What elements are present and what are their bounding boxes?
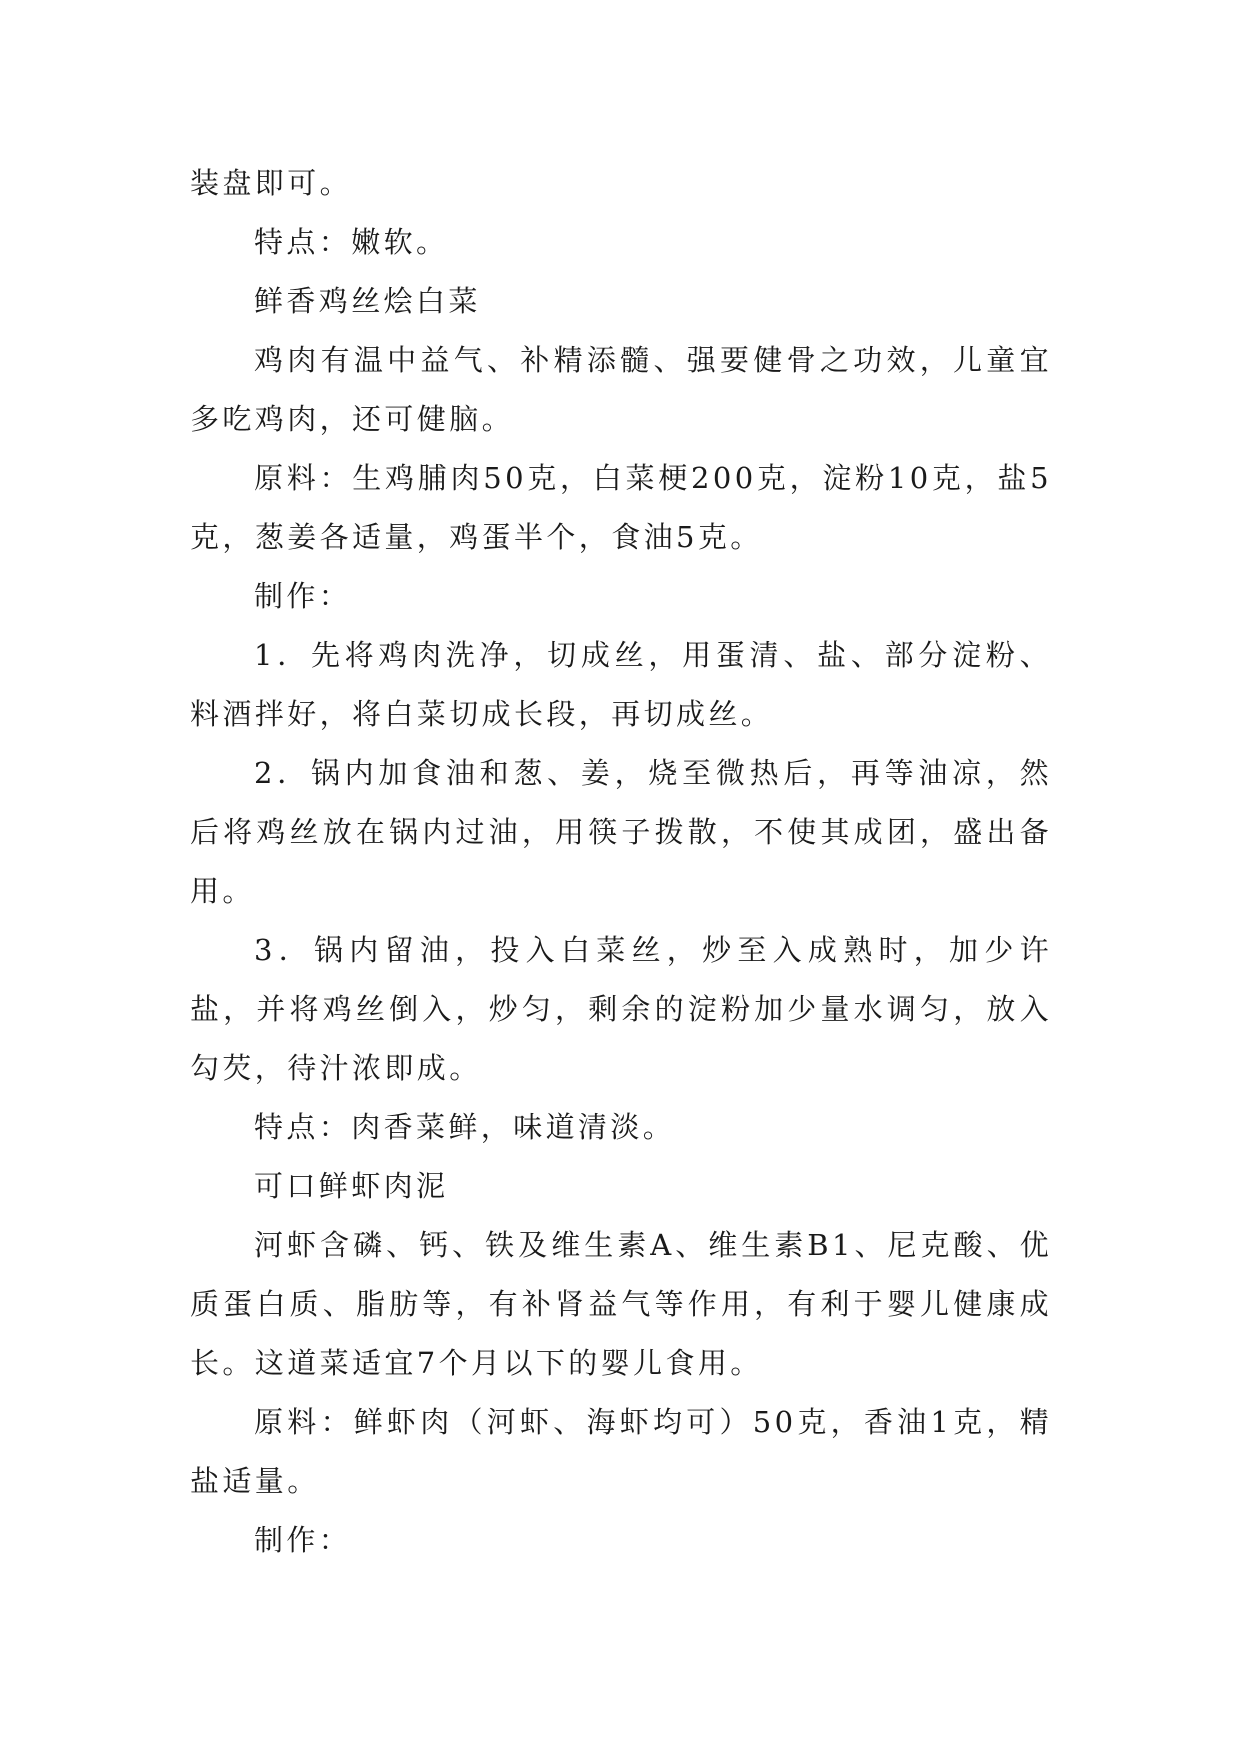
paragraph-step-2: 2．锅内加食油和葱、姜，烧至微热后，再等油凉，然后将鸡丝放在锅内过油，用筷子拨散，不使其成团，盛出备用。 (190, 756, 1052, 908)
paragraph-ingredients: 原料：鲜虾肉（河虾、海虾均可）50克，香油1克，精盐适量。 (190, 1405, 1052, 1498)
document-body (190, 154, 1052, 1570)
recipe-title: 鲜香鸡丝烩白菜 (254, 284, 481, 318)
paragraph-continuation: 装盘即可。 (190, 166, 353, 200)
paragraph-intro: 鸡肉有温中益气、补精添髓、强要健骨之功效，儿童宜多吃鸡肉，还可健脑。 (190, 343, 1052, 436)
paragraph-feature: 特点：嫩软。 (254, 225, 449, 259)
paragraph-method-heading: 制作： (254, 1523, 352, 1557)
recipe-title: 可口鲜虾肉泥 (254, 1169, 449, 1203)
paragraph-step-3: 3．锅内留油，投入白菜丝，炒至入成熟时，加少许盐，并将鸡丝倒入，炒匀，剩余的淀粉加少量水调匀，放入勾芡，待汁浓即成。 (190, 933, 1052, 1085)
paragraph-step-1: 1．先将鸡肉洗净，切成丝，用蛋清、盐、部分淀粉、料酒拌好，将白菜切成长段，再切成丝。 (190, 638, 1052, 731)
paragraph-intro: 河虾含磷、钙、铁及维生素A、维生素B1、尼克酸、优质蛋白质、脂肪等，有补肾益气等作用，有利于婴儿健康成长。这道菜适宜7个月以下的婴儿食用。 (190, 1228, 1052, 1380)
paragraph-method-heading: 制作： (254, 579, 352, 613)
paragraph-ingredients: 原料：生鸡脯肉50克，白菜梗200克，淀粉10克，盐5克，葱姜各适量，鸡蛋半个，食油5克。 (190, 461, 1052, 554)
paragraph-feature: 特点：肉香菜鲜，味道清淡。 (254, 1110, 676, 1144)
